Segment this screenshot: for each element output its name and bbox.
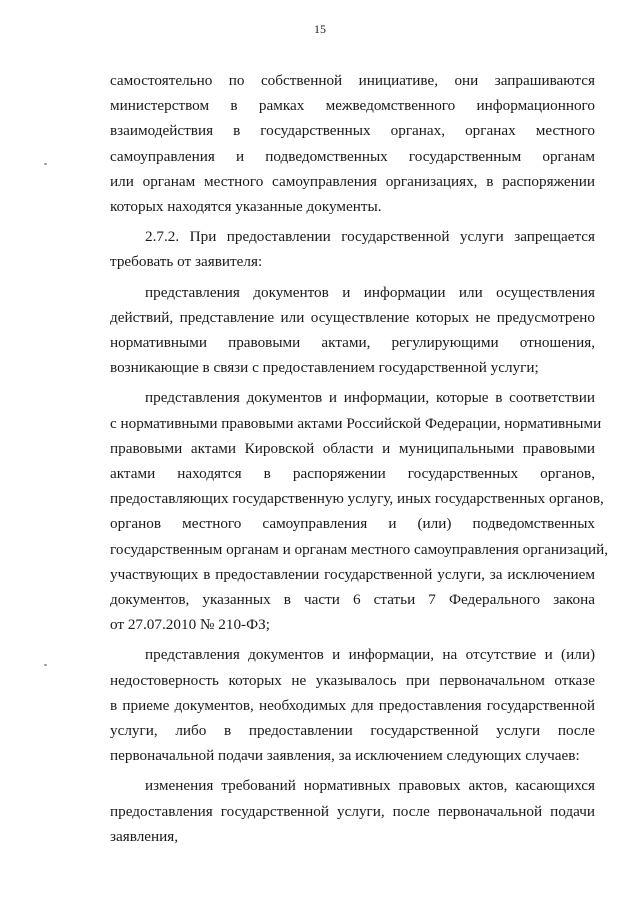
text-line: предоставляющих государственную услугу, иных государственных органов,: [110, 490, 604, 508]
text-line: государственным органам и органам местного самоуправления организаций,: [110, 540, 609, 558]
text-line: изменения требований нормативных правовых актов, касающихся: [145, 777, 595, 795]
paragraph-p1: [110, 68, 595, 219]
text-line: самостоятельно по собственной инициативе, они запрашиваются: [110, 72, 595, 89]
text-line: с нормативными правовыми актами Российской Федерации, нормативными: [110, 414, 602, 432]
text-line: министерством в рамках межведомственного информационного: [110, 97, 595, 115]
text-line: документов, указанных в части 6 статьи 7 Федерального закона: [110, 591, 595, 609]
text-line: действий, представление или осуществление которых не предусмотрено: [110, 308, 595, 326]
text-line: заявления,: [110, 827, 179, 845]
text-line: представления документов и информации, на отсутствие и (или): [145, 646, 595, 664]
text-line: предоставления государственной услуги, после первоначальной подачи: [110, 802, 595, 820]
paragraph-p4: [110, 385, 609, 637]
text-line: актами находятся в распоряжении государственных органов,: [110, 465, 595, 483]
text-line: или органам местного самоуправления организациях, в распоряжении: [110, 172, 595, 190]
paragraph-p3: [110, 280, 595, 381]
text-line: органов местного самоуправления и (или) подведомственных: [110, 515, 595, 533]
page-number: 15: [314, 22, 326, 36]
text-line: недостоверность которых не указывалось при первоначальном отказе: [110, 671, 595, 689]
text-line: возникающие в связи с предоставлением государственной услуги;: [110, 359, 539, 377]
text-line: услуги, либо в предоставлении государственной услуги после: [110, 722, 595, 740]
text-line: правовыми актами Кировской области и муниципальными правовыми: [110, 439, 595, 457]
text-line: которых находятся указанные документы.: [110, 198, 382, 216]
text-line: 2.7.2. При предоставлении государственной услуги запрещается: [145, 228, 595, 246]
paragraph-p2: [110, 224, 595, 274]
scan-speck: [44, 163, 47, 165]
text-line: участвующих в предоставлении государственной услуги, за исключением: [110, 565, 595, 583]
text-line: от 27.07.2010 № 210-ФЗ;: [110, 616, 270, 634]
text-line: самоуправления и подведомственных государственным органам: [110, 147, 595, 165]
text-line: нормативными правовыми актами, регулирующими отношения,: [110, 334, 595, 352]
text-line: взаимодействия в государственных органах, органах местного: [110, 122, 595, 140]
paragraph-p5: [110, 642, 595, 768]
text-line: представления документов и информации, которые в соответствии: [145, 389, 595, 407]
text-line: представления документов и информации или осуществления: [145, 283, 595, 301]
text-line: требовать от заявителя:: [110, 253, 263, 271]
document-body: [110, 68, 609, 849]
text-line: в приеме документов, необходимых для предоставления государственной: [110, 696, 595, 714]
paragraph-p6: [110, 773, 595, 849]
scan-speck: [44, 664, 47, 666]
text-line: первоначальной подачи заявления, за исключением следующих случаев:: [110, 747, 580, 765]
